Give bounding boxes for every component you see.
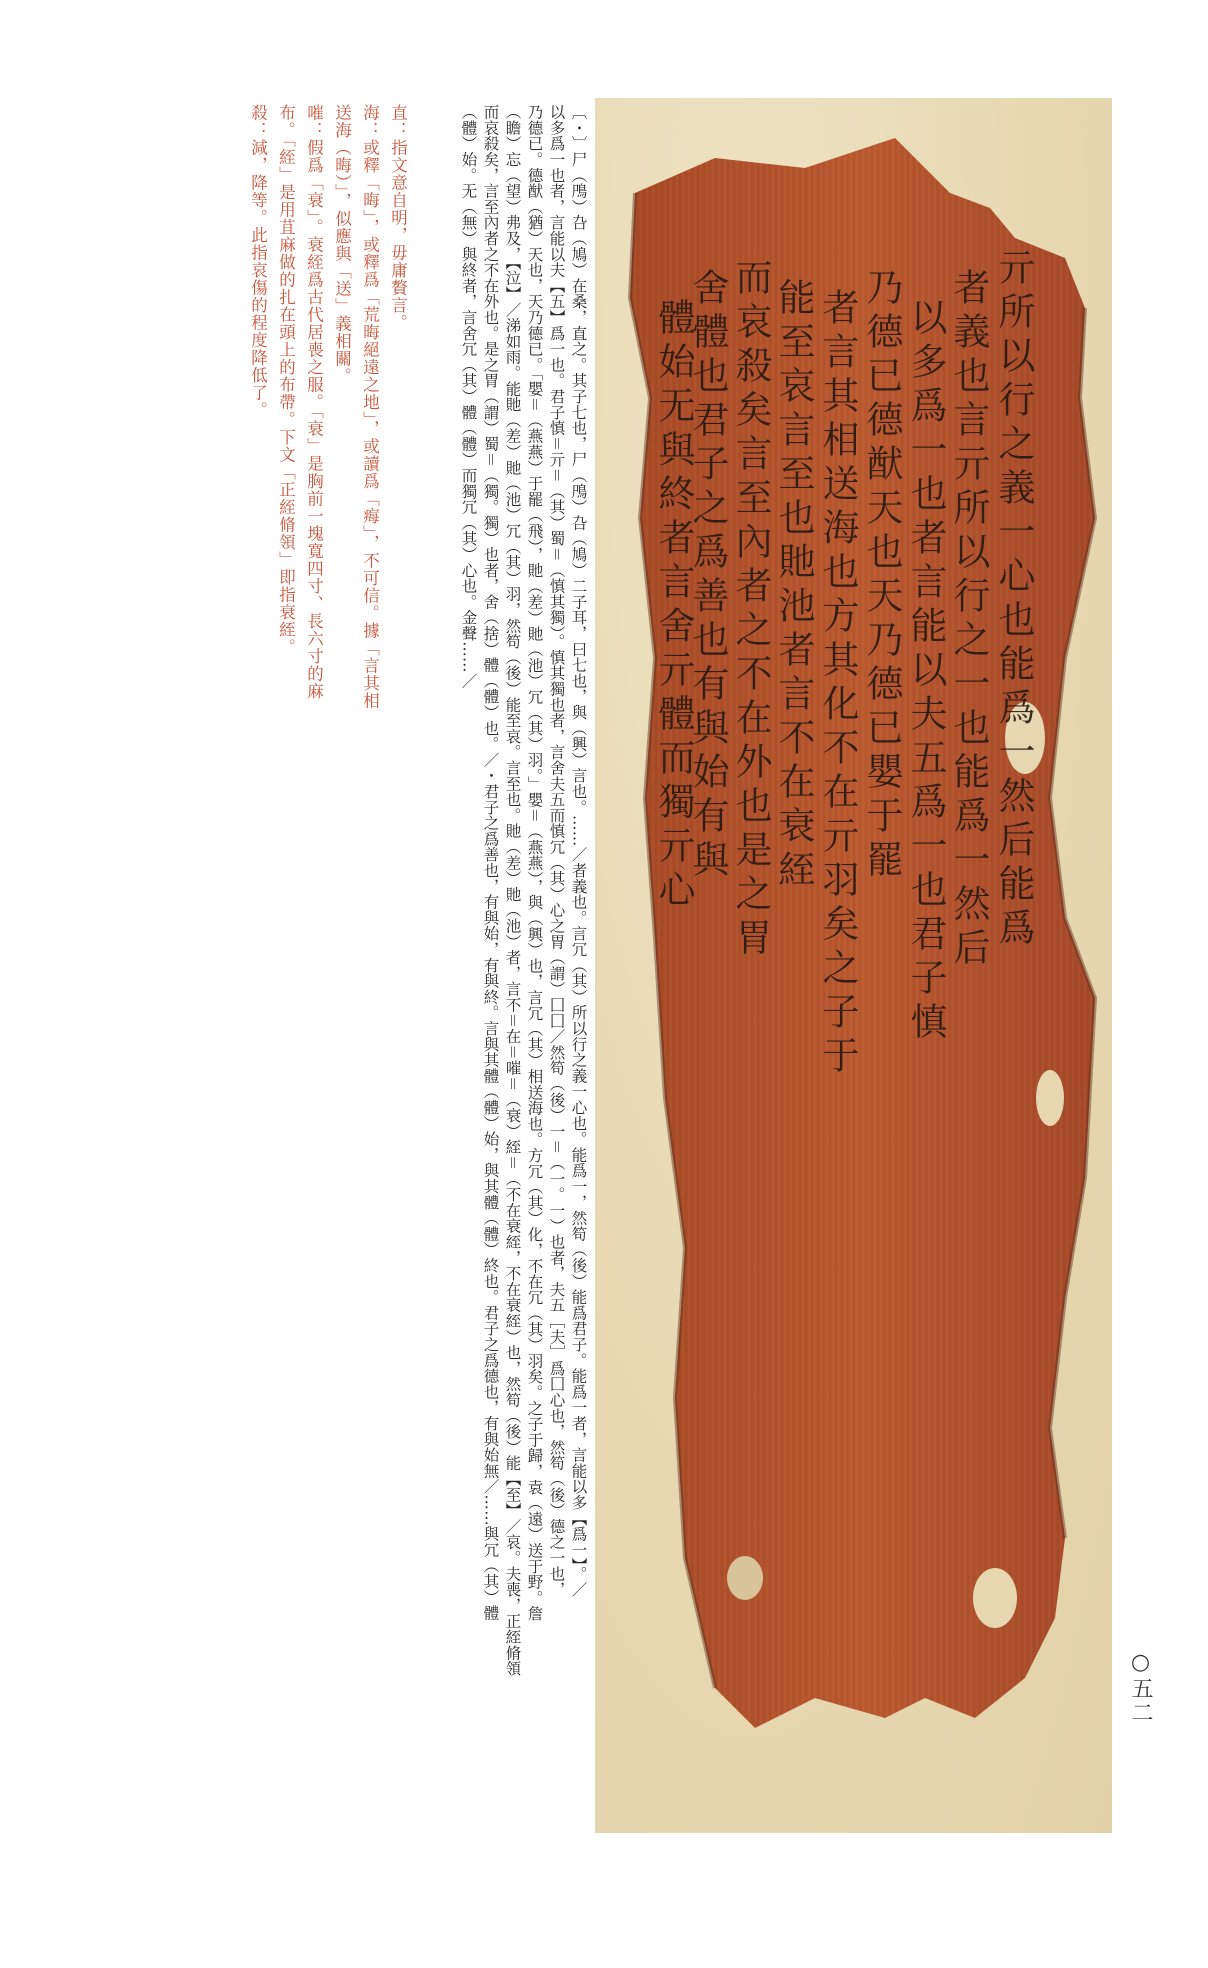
note-column: 海：或釋「晦」，或釋爲「荒晦絕遠之地」，或讀爲「痗」，不可信。據「言其相 [360,104,380,710]
note-column: 嗺：假爲「衰」。衰絰爲古代居喪之服。「衰」是胸前一塊寬四寸、長六寸的麻 [304,104,324,700]
transcription-column: （瞻）忘（望）弗及，【泣】／涕如雨。能貤（差）貤（池）冗（其）羽，然笱（後）能至哀。言至也。貤（差）貤（池）者，言不＝在＝嗺＝（衰）絰＝（不在衰絰，不在衰絰）也，然笱（後）能【至】／哀。夫喪，正絰脩領 [503,104,522,1677]
transcription-column: 〔・〕尸（鳲）叴（鳩）在桑，直之。其子七也，尸（鳲）叴（鳩）二子耳，曰七也，與（興）言也。……／者義也。言冗（其）所以行之義一心也。能爲一，然笱（後）能爲君子。能爲一者，言能以多【爲一】。／ [569,104,588,1598]
note-column: 布。「絰」是用苴麻做的扎在頭上的布帶。下文「正絰脩領」即指衰絰。 [276,104,296,656]
manuscript-column: 而哀殺矣言至內者之不在外也是之胃 [729,258,772,962]
transcription-column: （體）始。无（無）與終者，言舍冗（其）體（體）而獨冗（其）心也。金聲……／ [459,104,478,689]
note-column: 送海（晦）」，似應與「送」義相關。 [332,104,352,385]
manuscript-column: 亓所以行之義一心也能爲一然后能爲 [992,248,1035,952]
manuscript-photo [595,98,1112,1833]
transcription-column: 以多爲一也者，言能以夫【五】爲一也。君子慎＝亓＝（其）蜀＝（慎其獨）。慎其獨也者，言舍夫五而慎冗（其）心之胃（謂）囗囗／然笱（後）一＝（一。一）也者，夫五［夫］爲囗心也，然笱（後）德之一也， [547,104,566,1598]
manuscript-column: 舍體也君子之爲善也有與始有與 [686,268,729,884]
manuscript-column: 者言其相送海也方其化不在亓羽矣之子于 [816,288,859,1080]
transcription-column: 而哀殺矣，言至內者之不在外也。是之胃（謂）蜀＝（獨。獨）也者，舍（捨）體（體）也。／・君子之爲善也，有與始，有與終。言與其體（體）始，與其體（體）終也。君子之爲德也，有與始無／……與冗（其）體 [481,104,500,1621]
page-number: ○五二 [1128,1650,1153,1725]
manuscript-column: 體始无與終者言舍亓體而獨亓心 [652,298,695,914]
manuscript-column: 者義也言亓所以行之一也能爲一然后 [947,268,990,972]
note-column: 殺：減，降等。此指哀傷的程度降低了。 [248,104,268,419]
transcription-column: 乃德已。德猷（猶）天也，天乃德已。「嬰＝（燕燕）于罷（飛），貤（差）貤（池）冗（其）羽。」嬰＝（燕燕），與（興）也，言冗（其）相送海也。方冗（其）化，不在冗（其）羽矣。之子于歸，袁（遠）送于野。詹 [525,104,544,1622]
note-column: 直：指文意自明，毋庸贅言。 [388,104,408,332]
manuscript-column: 以多爲一也者言能以夫五爲一也君子慎 [904,298,947,1046]
manuscript-column: 能至哀言至也貤池者言不在衰絰 [772,278,815,894]
manuscript-column: 乃德已德猷天也天乃德已嬰于罷 [860,268,903,884]
